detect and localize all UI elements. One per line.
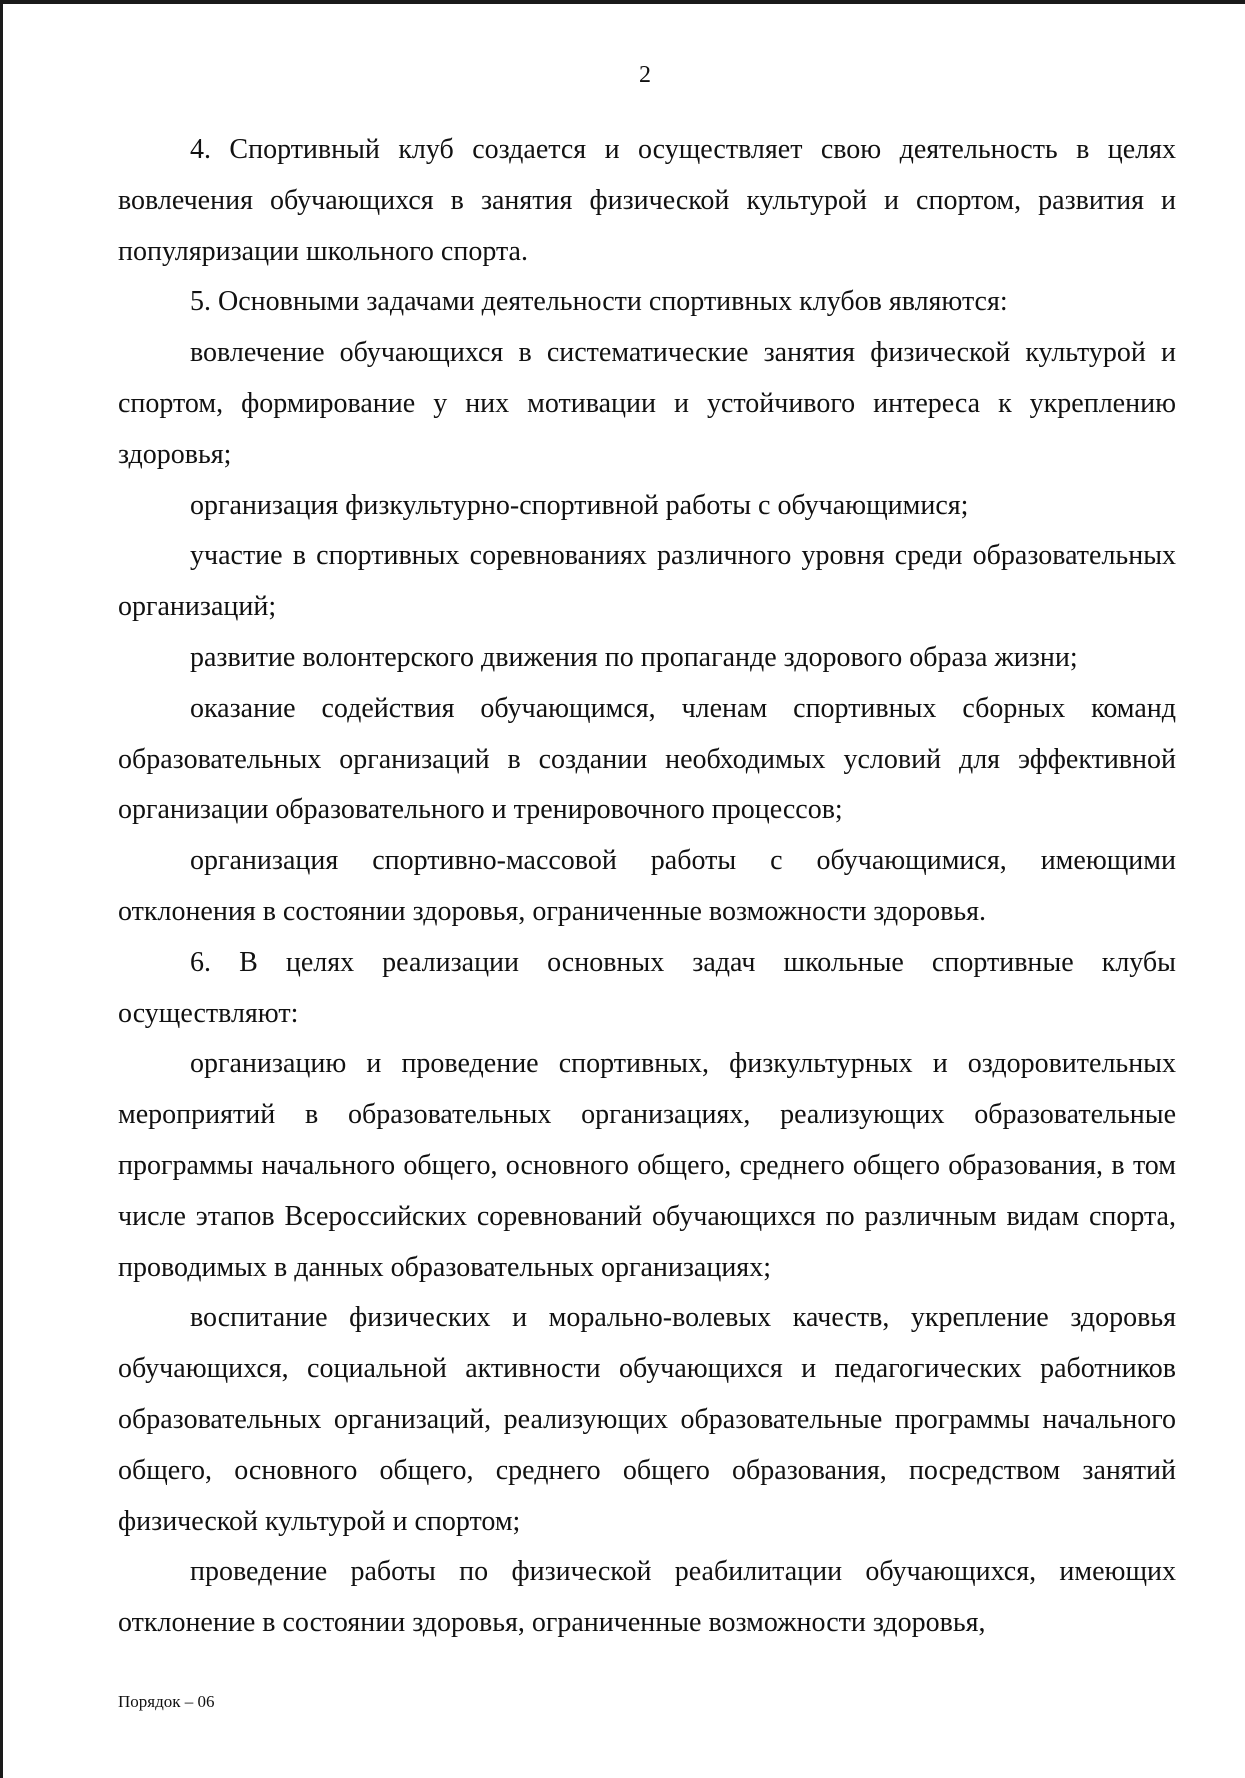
activity-item: организацию и проведение спортивных, физкультурных и оздоровительных мероприятий в образовательных организациях, реализующих образовательные программы начального общего, основного общего, среднего общего образования, в том числе этапов Всероссийских соревнований обучающихся по различным видам спорта, проводимых в данных образовательных организациях; — [118, 1048, 1176, 1283]
task-item: организация спортивно-массовой работы с обучающимися, имеющими отклонения в состоянии здоровья, ограниченные возможности здоровья. — [118, 845, 1176, 927]
task-item: участие в спортивных соревнованиях различного уровня среди образовательных организаций; — [118, 540, 1176, 623]
page-number: 2 — [639, 62, 651, 88]
task-item: оказание содействия обучающимся, членам спортивных сборных команд образовательных организаций в создании необходимых условий для эффективной организации образовательного и тренировочного процессов; — [118, 692, 1176, 826]
scan-border-top — [0, 0, 1245, 4]
activity-item: воспитание физических и морально-волевых качеств, укрепление здоровья обучающихся, социальной активности обучающихся и педагогических работников образовательных организаций, реализующих образовательные программы начального общего, основного общего, среднего общего образования, посредством занятий физической культурой и спортом; — [118, 1302, 1176, 1537]
paragraph-5: 5. Основными задачами деятельности спортивных клубов являются: — [190, 286, 1008, 318]
document-body — [118, 125, 1176, 1649]
paragraph-6: 6. В целях реализации основных задач школьные спортивные клубы осуществляют: — [118, 946, 1176, 1029]
paragraph-4: 4. Спортивный клуб создается и осуществляет свою деятельность в целях вовлечения обучающихся в занятия физической культурой и спортом, развития и популяризации школьного спорта. — [118, 134, 1176, 267]
activity-item: проведение работы по физической реабилитации обучающихся, имеющих отклонение в состоянии здоровья, ограниченные возможности здоровья, — [118, 1556, 1176, 1639]
scan-border-left — [0, 0, 3, 1778]
task-item: развитие волонтерского движения по пропаганде здорового образа жизни; — [190, 641, 1078, 673]
task-item: вовлечение обучающихся в систематические занятия физической культурой и спортом, формирование у них мотивации и устойчивого интереса к укреплению здоровья; — [118, 337, 1176, 470]
footer-label: Порядок – 06 — [118, 1692, 215, 1711]
task-item: организация физкультурно-спортивной работы с обучающимися; — [190, 489, 969, 521]
